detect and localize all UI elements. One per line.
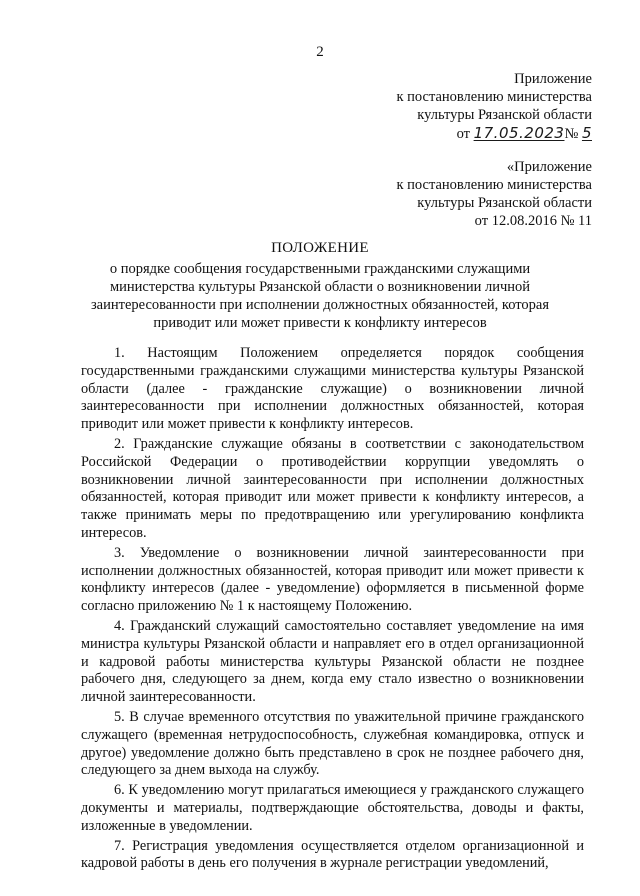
appendix-line: к постановлению министерства (396, 177, 592, 193)
appendix-header-current (396, 70, 592, 143)
handwritten-date: 17.05.2023 (473, 124, 565, 142)
paragraph-2: 2. Гражданские служащие обязаны в соответствии с законодательством Российской Федерации о противодействии коррупции уведомлять о возникновении личной заинтересованности при исполнении должностных обязанностей, которая приводит или может привести к конфликту интересов, а также принимать меры по предотвращению или урегулированию конфликта интересов. (81, 435, 584, 541)
handwritten-number: 5 (581, 124, 592, 142)
appendix-line: культуры Рязанской области (417, 195, 592, 211)
document-subtitle: о порядке сообщения государственными гражданскими служащими министерства культуры Рязанской области о возникновении личной заинтересованности при исполнении должностных обязанностей, которая приводит или может привести к конфликту интересов (90, 261, 550, 331)
number-sign: № (564, 126, 579, 142)
paragraph-1: 1. Настоящим Положением определяется порядок сообщения государственными гражданскими служащими министерства культуры Рязанской области (далее - гражданские служащие) о возникновении личной заинтересованности при исполнении должностных обязанностей, которая приводит или может привести к конфликту интересов. (81, 345, 584, 433)
paragraph-6: 6. К уведомлению могут прилагаться имеющиеся у гражданского служащего документы и материалы, подтверждающие обстоятельства, доводы и факты, изложенные в уведомлении. (81, 782, 584, 834)
page-number: 2 (316, 44, 324, 60)
appendix-line: «Приложение (506, 159, 592, 175)
date-prefix: от (456, 126, 470, 142)
appendix-header-original (396, 158, 592, 230)
appendix-line: от 12.08.2016 № 11 (474, 213, 592, 229)
paragraph-3: 3. Уведомление о возникновении личной заинтересованности при исполнении должностных обязанностей, которая приводит или может привести к конфликту интересов (далее - уведомление) оформляется в письменной форме согласно приложению № 1 к настоящему Положению. (81, 544, 584, 615)
paragraph-4: 4. Гражданский служащий самостоятельно составляет уведомление на имя министра культуры Рязанской области и направляет его в отдел организационной и кадровой работы министерства культуры Рязанской области не позднее рабочего дня, следующего за днем, когда ему стало известно о возникновении личной заинтересованности. (81, 617, 584, 706)
paragraph-5: 5. В случае временного отсутствия по уважительной причине гражданского служащего (временная нетрудоспособность, служебная командировка, отпуск и другое) уведомление должно быть представлено в срок не позднее рабочего дня, следующего за днем выхода на службу. (81, 708, 584, 779)
paragraph-7: 7. Регистрация уведомления осуществляется отделом организационной и кадровой работы в день его получения в журнале регистрации уведомлений, (81, 837, 584, 872)
appendix-line: Приложение (514, 71, 592, 87)
appendix-line: культуры Рязанской области (417, 107, 592, 123)
appendix-line: к постановлению министерства (396, 89, 592, 105)
appendix-date-line (396, 124, 592, 143)
document-title: ПОЛОЖЕНИЕ (271, 240, 369, 256)
document-body (81, 345, 584, 875)
